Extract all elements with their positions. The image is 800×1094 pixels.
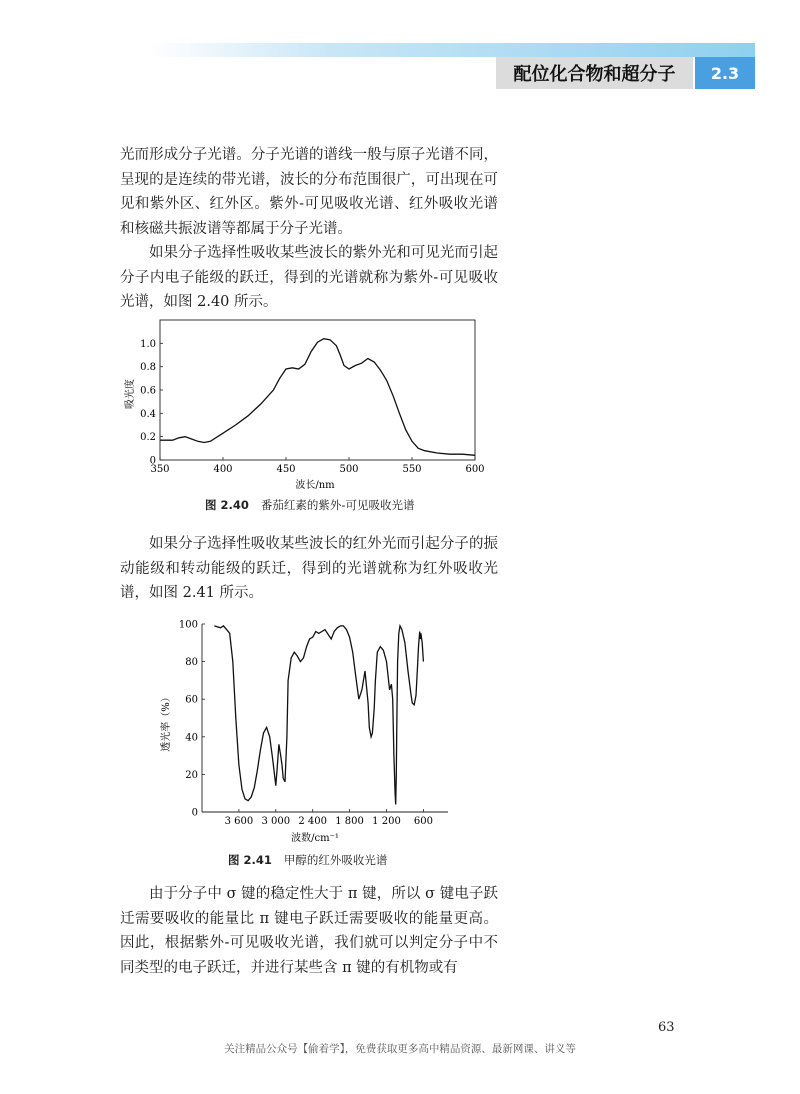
ir-transmittance-line xyxy=(214,626,423,805)
uv-x-tick-label: 550 xyxy=(402,464,422,475)
uv-y-tick-label: 0.2 xyxy=(140,432,156,444)
ir-y-tick-label: 20 xyxy=(185,769,198,781)
paragraph-1: 光而形成分子光谱。分子光谱的谱线一般与原子光谱不同，呈现的是连续的带光谱，波长的分布范围很广，可出现在可见和紫外区、红外区。紫外-可见吸收光谱、红外吸收光谱和核磁共振波谱等都属于分子光谱。 xyxy=(120,147,498,237)
uv-x-tick-label: 450 xyxy=(276,464,296,475)
ir-y-axis-label: 透光率（%） xyxy=(161,692,172,752)
ir-x-tick-label: 600 xyxy=(413,816,433,827)
figure-2-40-number: 图 2.40 xyxy=(205,498,249,512)
ir-x-tick-label: 1 200 xyxy=(372,816,401,827)
ir-y-tick-label: 80 xyxy=(185,657,198,669)
uv-y-tick-label: 0.6 xyxy=(140,385,156,397)
ir-x-tick-label: 1 800 xyxy=(335,816,364,827)
ir-y-tick-label: 60 xyxy=(185,694,198,706)
ir-y-tick-label: 40 xyxy=(185,732,198,744)
ir-x-tick-label: 3 600 xyxy=(224,816,254,827)
ir-x-axis-label: 波数/cm⁻¹ xyxy=(291,833,339,844)
ir-y-tick-label: 100 xyxy=(178,619,198,631)
figure-2-41-text: 甲醇的红外吸收光谱 xyxy=(283,853,388,867)
uv-y-tick-label: 1.0 xyxy=(140,338,156,350)
uv-x-tick-label: 400 xyxy=(213,464,233,475)
figure-2-41-number: 图 2.41 xyxy=(228,853,272,867)
ir-spectrum-chart xyxy=(155,612,455,847)
ir-x-tick-label: 3 000 xyxy=(261,816,291,827)
header-gradient-strip xyxy=(150,43,755,57)
uv-x-axis-label: 波长/nm xyxy=(295,480,335,491)
paragraph-2: 如果分子选择性吸收某些波长的紫外光和可见光而引起分子内电子能级的跃迁，得到的光谱就称为紫外-可见吸收光谱，如图 2.40 所示。 xyxy=(120,245,498,310)
figure-2-41-caption xyxy=(228,852,387,868)
uv-y-tick-label: 0.4 xyxy=(140,408,156,420)
ir-x-tick-label: 2 400 xyxy=(298,816,328,827)
paragraph-4: 由于分子中 σ 键的稳定性大于 π 键，所以 σ 键电子跃迁需要吸收的能量比 π 键电子跃迁需要吸收的能量更高。因此，根据紫外-可见吸收光谱，我们就可以判定分子中不同类型的电子跃迁，并进行某些含 π 键的有机物或有 xyxy=(120,886,498,976)
uv-x-tick-label: 350 xyxy=(150,464,170,475)
uv-x-tick-label: 500 xyxy=(339,464,359,475)
section-title: 配位化合物和超分子 xyxy=(496,57,693,89)
uv-plot-frame xyxy=(160,320,475,460)
section-number: 2.3 xyxy=(695,57,755,89)
uv-x-tick-label: 600 xyxy=(465,464,485,475)
figure-2-40-text: 番茄红素的紫外-可见吸收光谱 xyxy=(260,498,415,512)
uv-y-tick-label: 0 xyxy=(149,455,156,467)
uv-absorbance-line xyxy=(160,339,475,456)
uv-y-axis-label: 吸光度 xyxy=(125,379,136,409)
footer-notice: 关注精品公众号【偷着学】，免费获取更多高中精品资源、最新网课、讲义等 xyxy=(224,1043,576,1055)
page-number: 63 xyxy=(658,1020,675,1035)
uv-y-tick-label: 0.8 xyxy=(140,362,156,374)
ir-y-tick-label: 0 xyxy=(191,807,198,819)
paragraph-3: 如果分子选择性吸收某些波长的红外光而引起分子的振动能级和转动能级的跃迁，得到的光谱就称为红外吸收光谱，如图 2.41 所示。 xyxy=(120,536,498,601)
uv-vis-spectrum-chart xyxy=(115,315,485,495)
figure-2-40-caption xyxy=(205,497,415,513)
